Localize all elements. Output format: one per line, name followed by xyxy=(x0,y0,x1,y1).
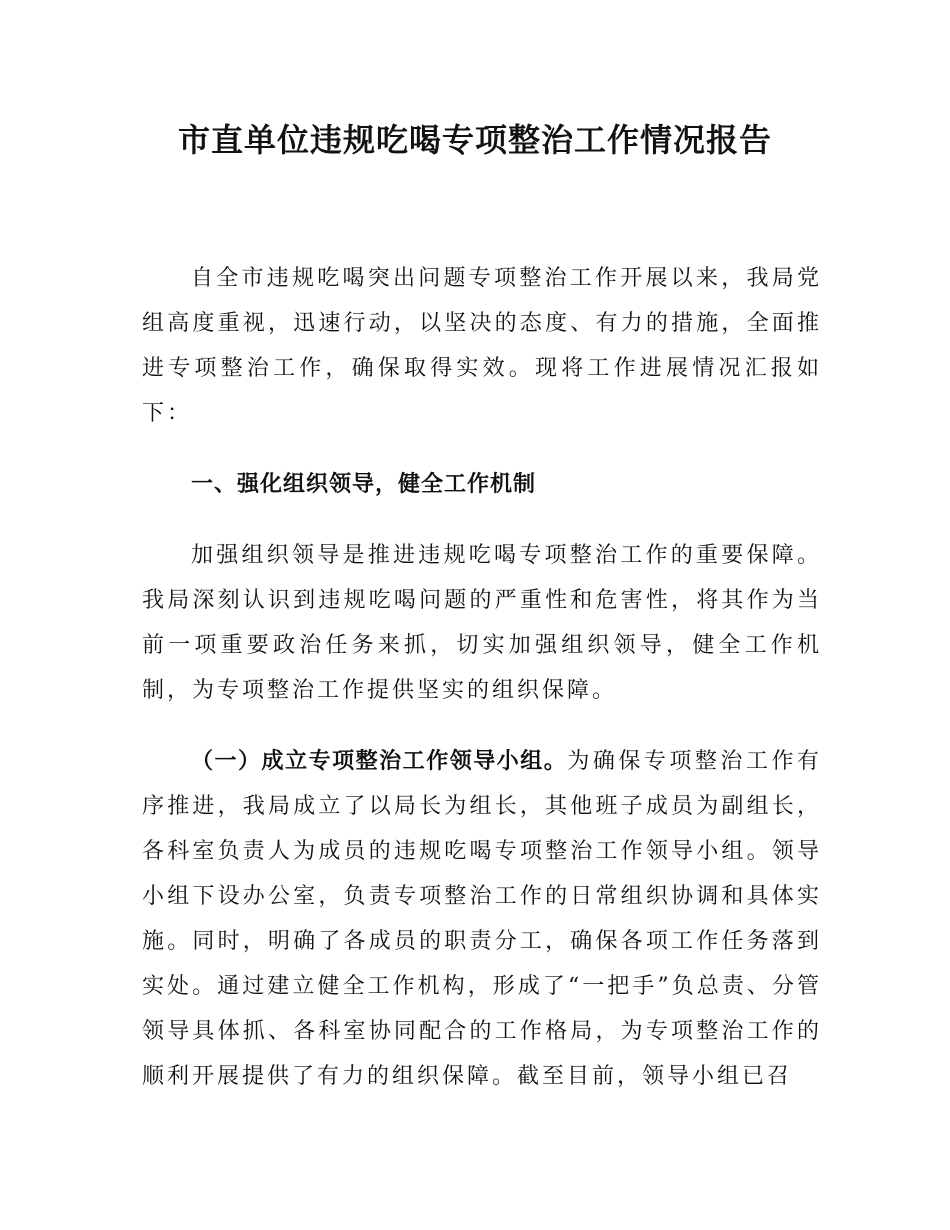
subsection-text: 为确保专项整治工作有序推进，我局成立了以局长为组长，其他班子成员为副组长，各科室负责人为成员的违规吃喝专项整治工作领导小组。领导小组下设办公室，负责专项整治工作的日常组织协调和具体实施。同时，明确了各成员的职责分工，确保各项工作任务落到实处。通过建立健全工作机构，形成了“一把手”负总责、分管领导具体抓、各科室协同配合的工作格局，为专项整治工作的顺利开展提供了有力的组织保障。截至目前，领导小组已召 xyxy=(142,749,822,1089)
section-paragraph: 加强组织领导是推进违规吃喝专项整治工作的重要保障。我局深刻认识到违规吃喝问题的严重性和危害性，将其作为当前一项重要政治任务来抓，切实加强组织领导，健全工作机制，为专项整治工作提供坚实的组织保障。 xyxy=(142,543,822,703)
document-body xyxy=(142,256,822,1099)
section-heading: 一、强化组织领导，健全工作机制 xyxy=(191,472,537,497)
subsection-paragraph xyxy=(142,739,822,1099)
intro-paragraph: 自全市违规吃喝突出问题专项整治工作开展以来，我局党组高度重视，迅速行动，以坚决的态度、有力的措施，全面推进专项整治工作，确保取得实效。现将工作进展情况汇报如下： xyxy=(142,266,822,426)
document-title: 市直单位违规吃喝专项整治工作情况报告 xyxy=(177,121,772,159)
subsection-heading: （一）成立专项整治工作领导小组。 xyxy=(191,749,568,774)
